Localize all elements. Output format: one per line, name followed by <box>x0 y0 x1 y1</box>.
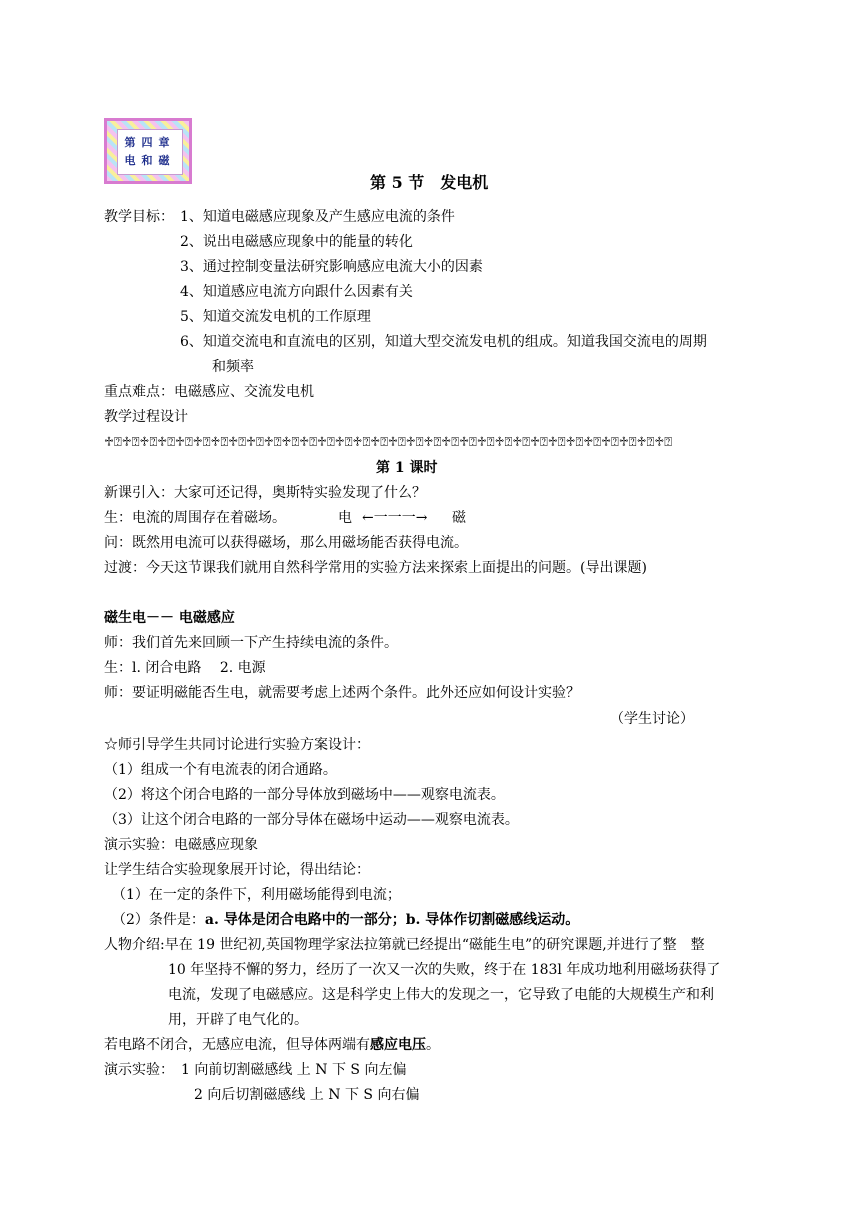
step-item: （3）让这个闭合电路的一部分导体在磁场中运动——观察电流表。 <box>104 812 519 828</box>
step-item: （2）将这个闭合电路的一部分导体放到磁场中——观察电流表。 <box>104 787 505 803</box>
teacher-line: 师：要证明磁能否生电，就需要考虑上述两个条件。此外还应如何设计实验？ <box>104 685 580 701</box>
chapter-logo-line1: 第四章 <box>124 136 176 149</box>
open-circuit-note <box>104 1035 440 1055</box>
demo-step: 演示实验： 1 向前切割磁感线 上 N 下 S 向左偏 <box>104 1062 407 1078</box>
conclusion-condition: a. 导体是闭合电路中的一部分；b. 导体作切割磁感线运动。 <box>204 912 580 928</box>
chapter-logo <box>104 118 192 184</box>
induced-voltage-term: 感应电压 <box>370 1037 426 1053</box>
goal-item-continued: 和频率 <box>212 359 254 375</box>
student-answer: 生：电流的周围存在着磁场。 <box>104 510 286 526</box>
goals-label: 教学目标： <box>104 209 174 225</box>
person-intro: 人物介绍:早在 19 世纪初,英国物理学家法拉第就已经提出“磁能生电”的研究课题,并进行了整 整 <box>104 937 705 953</box>
chapter-logo-line2: 电和磁 <box>124 154 176 167</box>
demo-line: 演示实验：电磁感应现象 <box>104 837 258 853</box>
arrow-left-label: 电 <box>338 510 352 526</box>
transition-line: 过渡：今天这节课我们就用自然科学常用的实验方法来探索上面提出的问题。(导出课题) <box>104 560 647 576</box>
chapter-logo-panel <box>117 129 183 175</box>
guide-line: ☆师引导学生共同讨论进行实验方案设计： <box>104 737 370 753</box>
goal-item: 1、知道电磁感应现象及产生感应电流的条件 <box>180 209 455 225</box>
arrow-right-label: 磁 <box>452 510 466 526</box>
ornament-divider: ♱⍰♱⍰♱⍰♱⍰♱⍰♱⍰♱⍰♱⍰♱⍰♱⍰♱⍰♱⍰♱⍰♱⍰♱⍰♱⍰♱⍰♱⍰♱⍰♱⍰♱⍰♱⍰♱⍰♱⍰♱⍰♱⍰♱⍰♱⍰♱⍰♱⍰♱⍰♱⍰ <box>104 435 673 450</box>
process-heading: 教学过程设计 <box>104 409 188 425</box>
discussion-note: （学生讨论） <box>610 711 694 727</box>
double-arrow: ←一一一→ <box>362 510 428 526</box>
page-title: 第 5 节 发电机 <box>370 173 489 192</box>
teacher-line: 师：我们首先来回顾一下产生持续电流的条件。 <box>104 635 398 651</box>
open-circuit-suffix: 。 <box>426 1037 440 1053</box>
goal-item: 4、知道感应电流方向跟什么因素有关 <box>180 284 413 300</box>
person-intro-continued: 10 年坚持不懈的努力，经历了一次又一次的失败，终于在 183l 年成功地利用磁场获得了 <box>168 962 721 978</box>
question-line: 问：既然用电流可以获得磁场，那么用磁场能否获得电流。 <box>104 535 468 551</box>
demo-step: 2 向后切割磁感线 上 N 下 S 向右偏 <box>194 1087 420 1103</box>
goal-item: 3、通过控制变量法研究影响感应电流大小的因素 <box>180 259 483 275</box>
conclusion-intro: 让学生结合实验现象展开讨论，得出结论： <box>104 862 370 878</box>
conclusion-item <box>112 910 579 930</box>
lesson-heading: 第 1 课时 <box>376 460 438 476</box>
section-heading: 磁生电－－ 电磁感应 <box>104 610 235 626</box>
open-circuit-prefix: 若电路不闭合，无感应电流，但导体两端有 <box>104 1037 370 1053</box>
person-intro-continued: 电流，发现了电磁感应。这是科学史上伟大的发现之一，它导致了电能的大规模生产和利 <box>168 987 714 1003</box>
goal-item: 6、知道交流电和直流电的区别，知道大型交流发电机的组成。知道我国交流电的周期 <box>180 334 707 350</box>
goal-item: 2、说出电磁感应现象中的能量的转化 <box>180 234 413 250</box>
key-points: 重点难点：电磁感应、交流发电机 <box>104 384 314 400</box>
conclusion-prefix: （2）条件是： <box>112 912 205 928</box>
student-line: 生：l. 闭合电路 2. 电源 <box>104 660 266 676</box>
intro-line: 新课引入：大家可还记得，奥斯特实验发现了什么？ <box>104 485 426 501</box>
person-intro-continued: 用，开辟了电气化的。 <box>168 1012 308 1028</box>
goal-item: 5、知道交流发电机的工作原理 <box>180 309 371 325</box>
step-item: （1）组成一个有电流表的闭合通路。 <box>104 762 337 778</box>
conclusion-item: （1）在一定的条件下，利用磁场能得到电流； <box>112 887 401 903</box>
